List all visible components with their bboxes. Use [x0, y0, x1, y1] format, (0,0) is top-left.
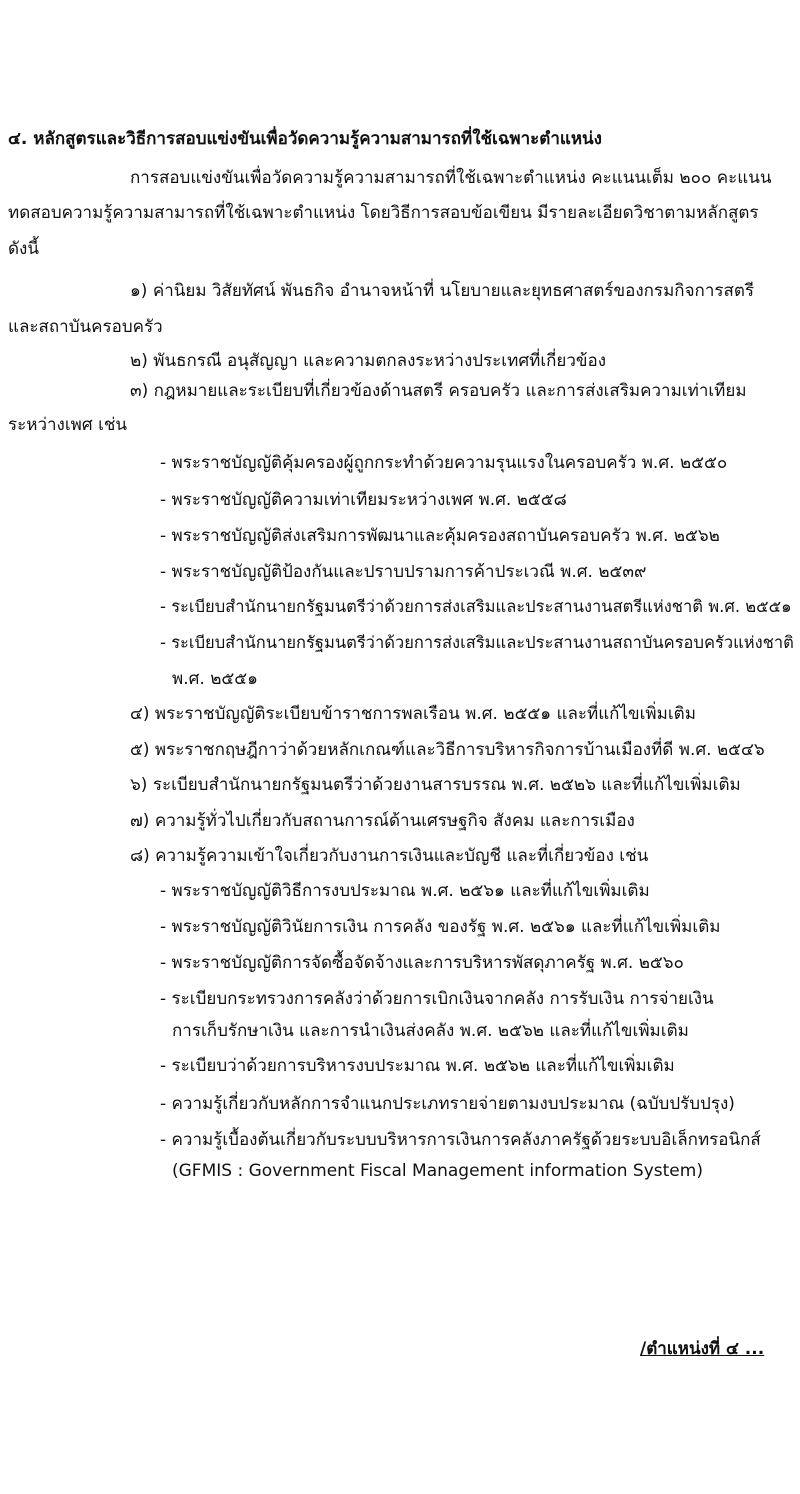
item-1-line-1: ๑) ค่านิยม วิสัยทัศน์ พันธกิจ อำนาจหน้าที่ นโยบายและยุทธศาสตร์ของกรมกิจการสตรี	[130, 281, 755, 301]
item-2: ๒) พันธกรณี อนุสัญญา และความตกลงระหว่างประเทศที่เกี่ยวข้อง	[130, 351, 607, 371]
item-8-sub-6: - ความรู้เกี่ยวกับหลักการจำแนกประเภทรายจ่ายตามงบประมาณ (ฉบับปรับปรุง)	[160, 1094, 735, 1114]
item-8-sub-4-cont: การเก็บรักษาเงิน และการนำเงินส่งคลัง พ.ศ. ๒๕๖๒ และที่แก้ไขเพิ่มเติม	[172, 1021, 689, 1041]
intro-line-3: ดังนี้	[8, 239, 39, 259]
item-8: ๘) ความรู้ความเข้าใจเกี่ยวกับงานการเงินและบัญชี และที่เกี่ยวข้อง เช่น	[130, 846, 649, 866]
item-3-line-2: ระหว่างเพศ เช่น	[8, 415, 128, 435]
item-1-line-2: และสถาบันครอบครัว	[8, 317, 163, 337]
item-3-sub-6: - ระเบียบสำนักนายกรัฐมนตรีว่าด้วยการส่งเสริมและประสานงานสถาบันครอบครัวแห่งชาติ	[160, 633, 794, 652]
item-3-sub-3: - พระราชบัญญัติส่งเสริมการพัฒนาและคุ้มครองสถาบันครอบครัว พ.ศ. ๒๕๖๒	[160, 526, 720, 546]
item-8-sub-7: - ความรู้เบื้องต้นเกี่ยวกับระบบบริหารการเงินการคลังภาครัฐด้วยระบบอิเล็กทรอนิกส์	[160, 1130, 761, 1150]
item-8-sub-2: - พระราชบัญญัติวินัยการเงิน การคลัง ของรัฐ พ.ศ. ๒๕๖๑ และที่แก้ไขเพิ่มเติม	[160, 917, 721, 937]
item-8-sub-5: - ระเบียบว่าด้วยการบริหารงบประมาณ พ.ศ. ๒๕๖๒ และที่แก้ไขเพิ่มเติม	[160, 1056, 675, 1076]
item-8-sub-1: - พระราชบัญญัติวิธีการงบประมาณ พ.ศ. ๒๕๖๑ และที่แก้ไขเพิ่มเติม	[160, 881, 650, 901]
item-3-sub-2: - พระราชบัญญัติความเท่าเทียมระหว่างเพศ พ.ศ. ๒๕๕๘	[160, 490, 567, 510]
item-3-sub-6-cont: พ.ศ. ๒๕๕๑	[172, 669, 258, 689]
next-page-reference: /ตำแหน่งที่ ๔ ...	[640, 1339, 765, 1359]
item-3-sub-1: - พระราชบัญญัติคุ้มครองผู้ถูกกระทำด้วยความรุนแรงในครอบครัว พ.ศ. ๒๕๕๐	[160, 453, 728, 473]
item-8-sub-3: - พระราชบัญญัติการจัดซื้อจัดจ้างและการบริหารพัสดุภาครัฐ พ.ศ. ๒๕๖๐	[160, 953, 684, 973]
item-3-sub-4: - พระราชบัญญัติป้องกันและปราบปรามการค้าประเวณี พ.ศ. ๒๕๓๙	[160, 562, 647, 582]
item-3-line-1: ๓) กฎหมายและระเบียบที่เกี่ยวข้องด้านสตรี ครอบครัว และการส่งเสริมความเท่าเทียม	[130, 381, 747, 401]
item-4: ๔) พระราชบัญญัติระเบียบข้าราชการพลเรือน พ.ศ. ๒๕๕๑ และที่แก้ไขเพิ่มเติม	[130, 704, 696, 724]
intro-line-1: การสอบแข่งขันเพื่อวัดความรู้ความสามารถที่ใช้เฉพาะตำแหน่ง คะแนนเต็ม ๒๐๐ คะแนน	[130, 168, 772, 188]
item-6: ๖) ระเบียบสำนักนายกรัฐมนตรีว่าด้วยงานสารบรรณ พ.ศ. ๒๕๒๖ และที่แก้ไขเพิ่มเติม	[130, 775, 741, 795]
section-heading: ๔. หลักสูตรและวิธีการสอบแข่งขันเพื่อวัดความรู้ความสามารถที่ใช้เฉพาะตำแหน่ง	[8, 129, 602, 149]
item-8-sub-4: - ระเบียบกระทรวงการคลังว่าด้วยการเบิกเงินจากคลัง การรับเงิน การจ่ายเงิน	[160, 989, 714, 1009]
item-3-sub-5: - ระเบียบสำนักนายกรัฐมนตรีว่าด้วยการส่งเสริมและประสานงานสตรีแห่งชาติ พ.ศ. ๒๕๕๑	[160, 597, 792, 616]
item-5: ๕) พระราชกฤษฎีกาว่าด้วยหลักเกณฑ์และวิธีการบริหารกิจการบ้านเมืองที่ดี พ.ศ. ๒๕๔๖	[130, 740, 765, 760]
item-8-sub-7-cont: (GFMIS : Government Fiscal Management information System)	[172, 1161, 703, 1181]
item-7: ๗) ความรู้ทั่วไปเกี่ยวกับสถานการณ์ด้านเศรษฐกิจ สังคม และการเมือง	[130, 811, 635, 831]
intro-line-2: ทดสอบความรู้ความสามารถที่ใช้เฉพาะตำแหน่ง โดยวิธีการสอบข้อเขียน มีรายละเอียดวิชาตามหลักสูตร	[8, 203, 759, 223]
